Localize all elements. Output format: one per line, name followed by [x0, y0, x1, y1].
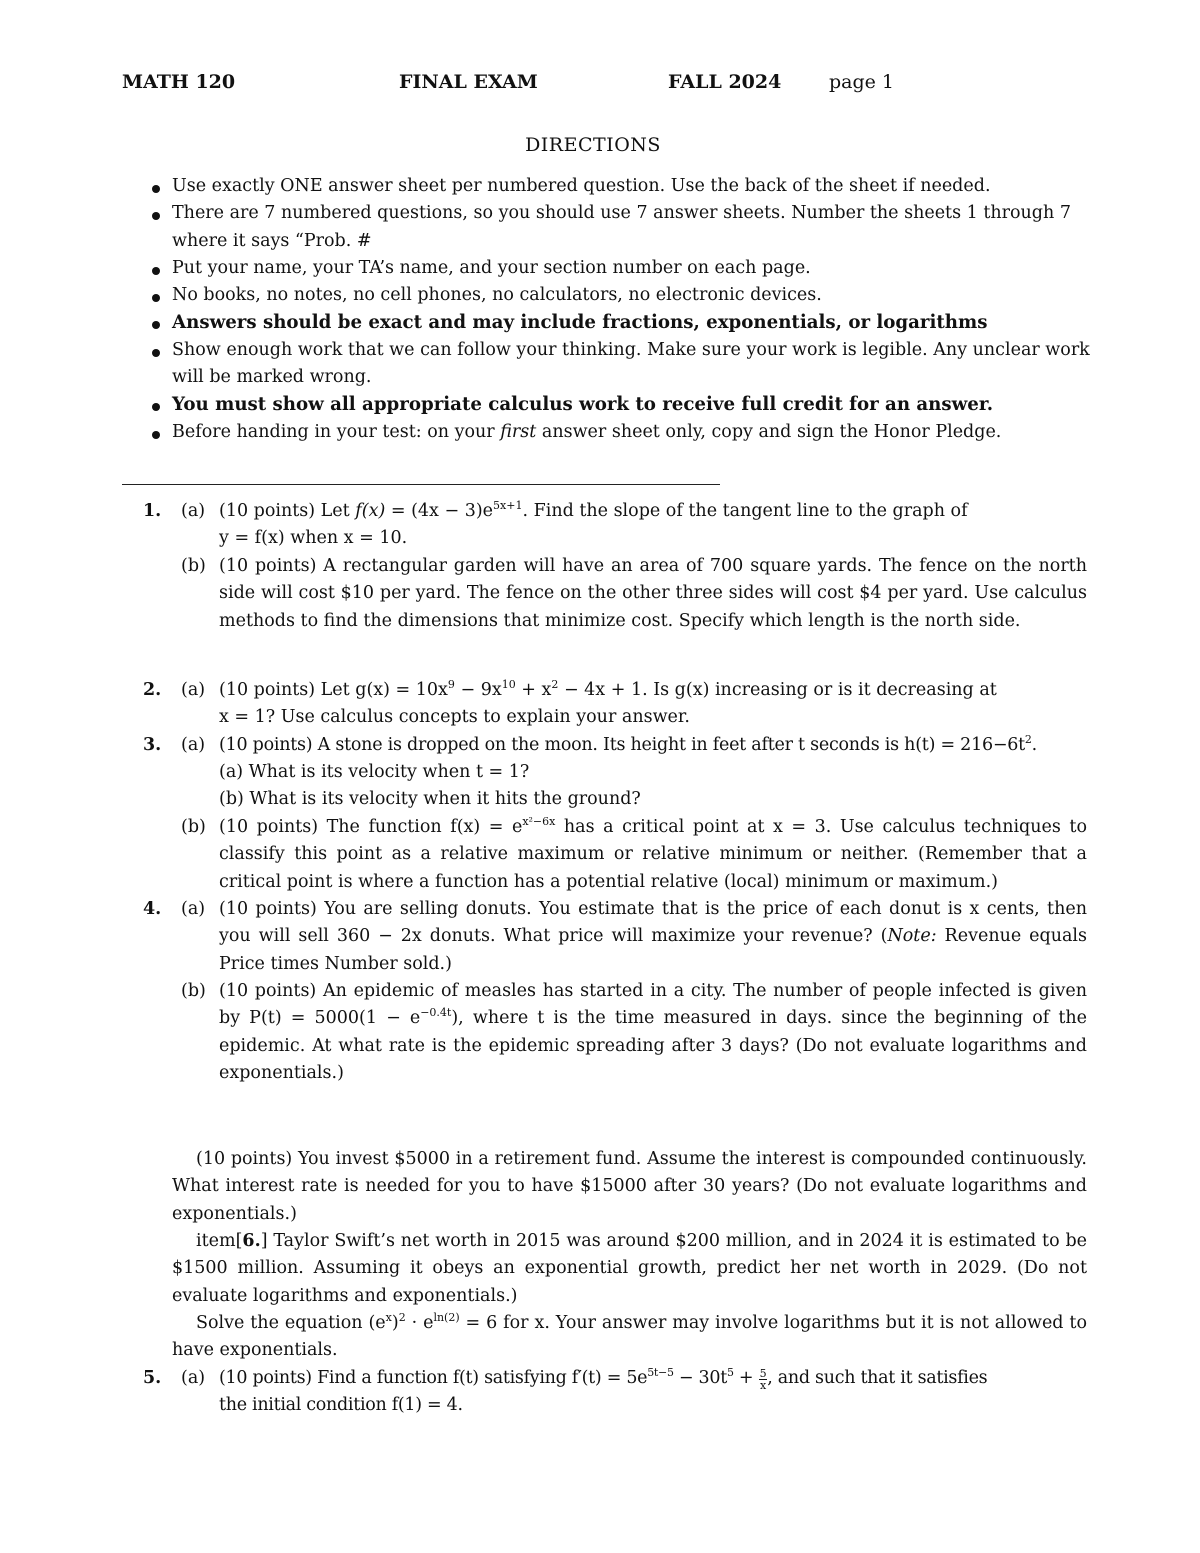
problem-3	[0, 732, 1200, 902]
problem-number: 4.	[143, 899, 162, 919]
directions-list	[150, 173, 1095, 446]
bullet-icon	[152, 403, 160, 411]
problem-4	[0, 896, 1200, 1096]
bullet-icon	[152, 267, 160, 275]
part-label: (b)	[181, 817, 206, 837]
problem-number: 2.	[143, 680, 162, 700]
fraction: $\frac{5}{x}$	[759, 1367, 767, 1392]
problem-2	[0, 677, 1200, 733]
term-label: FALL 2024	[668, 71, 782, 93]
problem-5	[0, 1365, 1200, 1421]
problem-3b-text: (10 points) The function $f(x) = e^{x^2-6x}$ has a critical point at x = 3. Use calculus techniques to classify this point as a relative maximum or relative minimum or neither. (Remember that a critical point is where a function has a potential relative (local) minimum or maximum.)	[219, 815, 1087, 892]
page-header	[0, 71, 1200, 99]
direction-item: No books, no notes, no cell phones, no calculators, no electronic devices.	[150, 282, 1095, 309]
swift-problem-text: item[6.] Taylor Swift’s net worth in 2015 was around $200 million, and in 2024 it is estimated to be $1500 million. Assuming it obeys an exponential growth, predict her net worth in 2029. (Do not evaluate logarithms and exponentials.)	[172, 1231, 1087, 1306]
direction-item: Use exactly ONE answer sheet per numbered question. Use the back of the sheet if needed.	[150, 173, 1095, 200]
problem-1a-text: (10 points) Let $f(x) = (4x - 3)e^{5x+1}$. Find the slope of the tangent line to the graph of y = f(x) when x = 10.	[219, 499, 968, 549]
unnumbered-problems	[0, 1146, 1200, 1366]
direction-item: Show enough work that we can follow your thinking. Make sure your work is legible. Any unclear work will be marked wrong.	[150, 337, 1095, 392]
problem-number: 1.	[143, 501, 162, 521]
problem-4b-text: (10 points) An epidemic of measles has started in a city. The number of people infected is given by $P(t) = 5000(1 - e^{-0.4t})$, where t is the time measured in days. since the beginning of the epidemic. At what rate is the epidemic spreading after 3 days? (Do not evaluate logarithms and exponentials.)	[219, 981, 1087, 1083]
section-divider	[122, 484, 720, 485]
problem-number: 3.	[143, 735, 162, 755]
page-number: page 1	[829, 71, 895, 93]
problem-2a-text: (10 points) Let $g(x) = 10x^9 - 9x^{10} + x^2 - 4x + 1$. Is g(x) increasing or is it decreasing at x = 1? Use calculus concepts to explain your answer.	[219, 678, 997, 728]
problem-3a-sub-b: (b) What is its velocity when it hits the ground?	[219, 789, 641, 809]
bullet-icon	[152, 431, 160, 439]
part-label: (a)	[181, 735, 206, 755]
direction-item: Put your name, your TA’s name, and your section number on each page.	[150, 255, 1095, 282]
part-label: (a)	[181, 1368, 206, 1388]
problem-number: 5.	[143, 1368, 162, 1388]
part-label: (a)	[181, 501, 206, 521]
directions-heading: DIRECTIONS	[525, 134, 661, 156]
solve-problem-text: Solve the equation $(e^x)^2 \cdot e^{ln(2)} = 6$ for x. Your answer may involve logarithms but it is not allowed to have exponentials.	[172, 1311, 1087, 1361]
part-label: (b)	[181, 556, 206, 576]
problem-3a-text: (10 points) A stone is dropped on the moon. Its height in feet after t seconds is $h(t) = 216-6t^2$.	[219, 733, 1037, 755]
course-title: MATH 120	[122, 71, 236, 93]
bullet-icon	[152, 294, 160, 302]
invest-problem-text: (10 points) You invest $5000 in a retirement fund. Assume the interest is compounded continuously. What interest rate is needed for you to have $15000 after 30 years? (Do not evaluate logarithms and exponentials.)	[172, 1149, 1087, 1224]
direction-item: Before handing in your test: on your first answer sheet only, copy and sign the Honor Pledge.	[150, 419, 1095, 446]
problem-5a-text: (10 points) Find a function f(t) satisfying $f'(t) = 5e^{5t-5} - 30t^5$ + $\frac{5}{x}$ , and such that it satisfies the initial condition f(1) = 4.	[219, 1366, 988, 1416]
problem-1b-text: (10 points) A rectangular garden will have an area of 700 square yards. The fence on the north side will cost $10 per yard. The fence on the other three sides will cost $4 per yard. Use calculus methods to find the dimensions that minimize cost. Specify which length is the north side.	[219, 556, 1087, 631]
part-label: (a)	[181, 680, 206, 700]
problem-3a-sub-a: (a) What is its velocity when t = 1?	[219, 762, 530, 782]
direction-item: There are 7 numbered questions, so you should use 7 answer sheets. Number the sheets 1 through 7 where it says “Prob. #	[150, 200, 1095, 255]
exam-title: FINAL EXAM	[399, 71, 538, 93]
bullet-icon	[152, 212, 160, 220]
part-label: (a)	[181, 899, 206, 919]
direction-item: You must show all appropriate calculus work to receive full credit for an answer.	[150, 391, 1095, 418]
part-label: (b)	[181, 981, 206, 1001]
bullet-icon	[152, 321, 160, 329]
problem-1	[0, 498, 1200, 668]
problem-4a-text: (10 points) You are selling donuts. You estimate that is the price of each donut is x cents, then you will sell 360 − 2x donuts. What price will maximize your revenue? (Note: Revenue equals Price times Number sold.)	[219, 899, 1088, 974]
bullet-icon	[152, 349, 160, 357]
bullet-icon	[152, 185, 160, 193]
direction-item: Answers should be exact and may include fractions, exponentials, or logarithms	[150, 309, 1095, 336]
